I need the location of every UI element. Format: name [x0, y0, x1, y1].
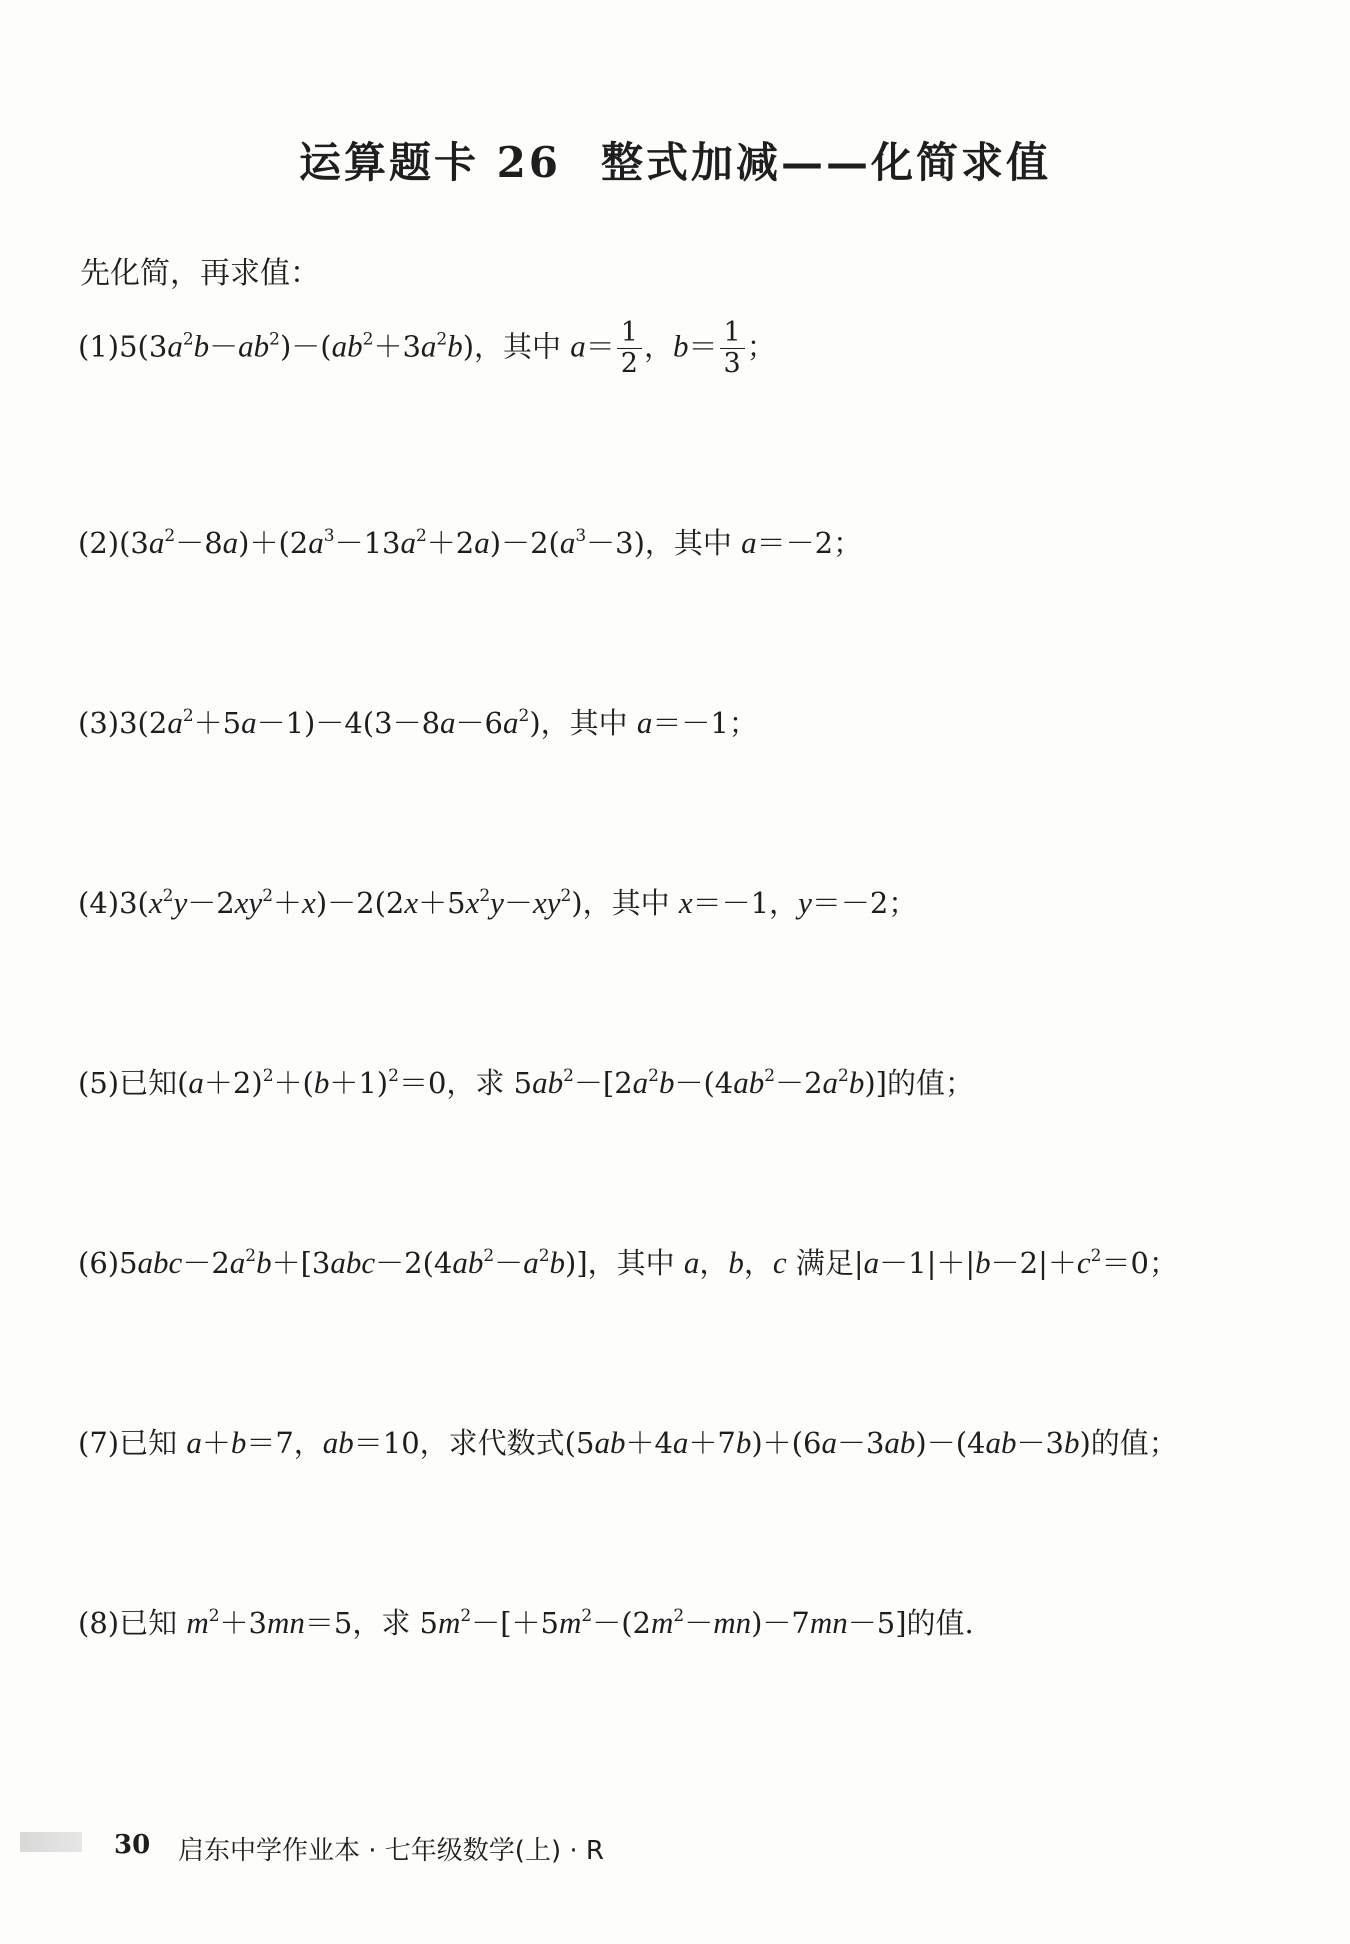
problem-8: (8)已知 $m^2+3mn=5$，求 $5m^2-[+5m^2-(2m^2-mn)-7mn-5]$的值. [78, 1605, 974, 1640]
title-topic: 整式加减——化简求值 [601, 138, 1052, 187]
book-title: 启东中学作业本 · 七年级数学(上) · R [178, 1836, 604, 1866]
fraction-b: $\frac{1}{3}$ [720, 318, 745, 379]
footer-tab-decoration [20, 1832, 82, 1852]
problem-2: $(2)(3a^2-8a)+(2a^3-13a^2+2a)-2(a^3-3)$，其中 a＝－2； [78, 525, 863, 560]
page-title [0, 130, 1350, 190]
problem-4: $(4)3(x^2y-2xy^2+x)-2(2x+5x^2y-xy^2)$，其中 x＝－1，y＝－2； [78, 885, 918, 920]
problem-7: (7)已知 a＋b＝7，ab＝10，求代数式(5ab＋4a＋7b)＋(6a－3ab)－(4ab－3b)的值； [78, 1425, 1178, 1460]
problem-1: $(1)5(3a^2b-ab^2)-(ab^2+3a^2b)$，其中 a＝ $\frac{1}{2}$ ，b＝ $\frac{1}{3}$ ； [78, 317, 776, 379]
page-number: 30 [114, 1830, 151, 1860]
fraction-a: $\frac{1}{2}$ [617, 318, 642, 379]
problem-6: $(6)5abc-2a^2b+[3abc-2(4ab^2-a^2b)]$，其中 a，b，c 满足$|a-1|+|b-2|+c^2=0$； [78, 1245, 1178, 1280]
problem-5: (5)已知$(a+2)^2+(b+1)^2=0$，求 $5ab^2-[2a^2b-(4ab^2-2a^2b)]$的值； [78, 1065, 974, 1100]
title-card-number: 运算题卡 26 [298, 138, 562, 187]
instructions: 先化简，再求值： [80, 256, 320, 291]
problem-3: $(3)3(2a^2+5a-1)-4(3-8a-6a^2)$，其中 a＝－1； [78, 705, 758, 740]
